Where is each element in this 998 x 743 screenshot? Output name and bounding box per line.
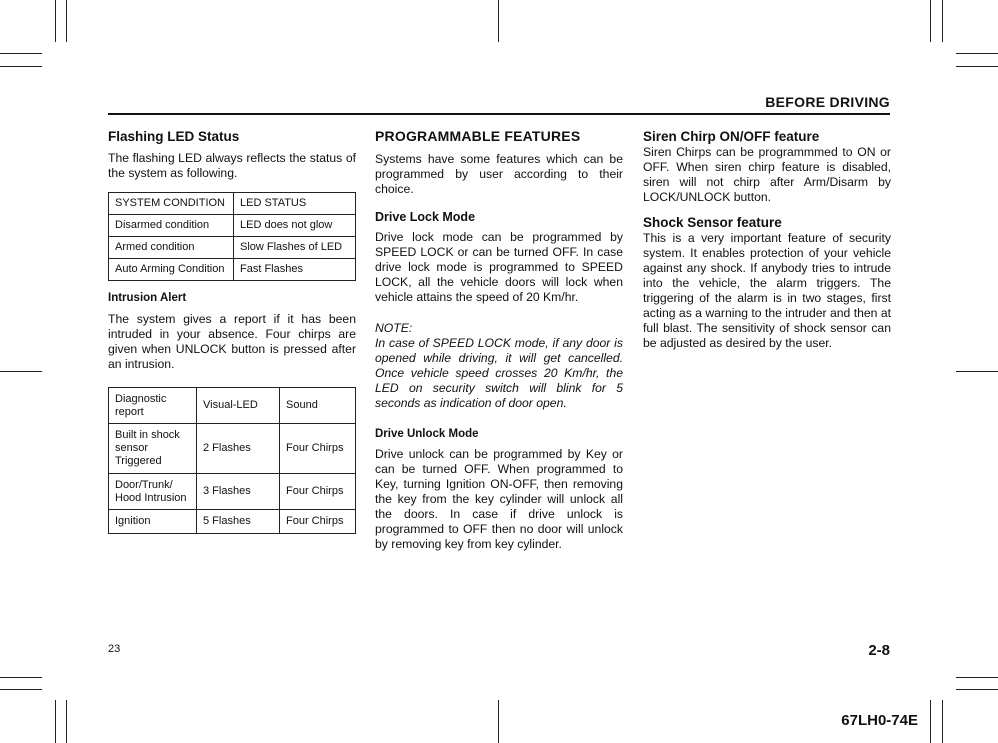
- table-cell: Auto Arming Condition: [109, 259, 234, 281]
- intrusion-alert-heading: Intrusion Alert: [108, 292, 187, 304]
- crop-mark: [66, 0, 67, 42]
- siren-chirp-paragraph: Siren Chirps can be programmmed to ON or OFF. When siren chirp feature is disabled, siren will not chirp after Arm/Disarm by LOCK/UNLOCK button.: [643, 145, 891, 204]
- table-row: [109, 237, 356, 259]
- crop-mark: [55, 700, 56, 743]
- table-row: [109, 215, 356, 237]
- table-cell: Door/Trunk/ Hood Intrusion: [109, 474, 197, 510]
- header-rule: [108, 113, 890, 115]
- crop-mark: [930, 700, 931, 743]
- table-cell: Built in shock sensor Triggered: [109, 424, 197, 474]
- crop-mark: [498, 700, 499, 743]
- led-status-table: [108, 192, 356, 281]
- table-header-cell: SYSTEM CONDITION: [109, 193, 234, 215]
- led-status-heading: Flashing LED Status: [108, 129, 240, 144]
- table-cell: Slow Flashes of LED: [234, 237, 356, 259]
- programmable-features-heading: PROGRAMMABLE FEATURES: [375, 128, 581, 144]
- crop-mark: [956, 66, 998, 67]
- table-header-cell: Visual-LED: [197, 388, 280, 424]
- column-middle: [375, 128, 623, 552]
- table-cell: 3 Flashes: [197, 474, 280, 510]
- table-row: [109, 424, 356, 474]
- crop-mark: [0, 371, 42, 372]
- document-code: 67LH0-74E: [841, 712, 918, 729]
- crop-mark: [956, 371, 998, 372]
- table-cell: Four Chirps: [280, 424, 356, 474]
- table-cell: Ignition: [109, 510, 197, 534]
- table-row: [109, 259, 356, 281]
- crop-mark: [956, 689, 998, 690]
- table-row: [109, 388, 356, 424]
- crop-mark: [0, 53, 42, 54]
- table-header-cell: LED STATUS: [234, 193, 356, 215]
- table-header-cell: Sound: [280, 388, 356, 424]
- table-cell: Four Chirps: [280, 474, 356, 510]
- page-header-title: BEFORE DRIVING: [765, 94, 890, 110]
- table-header-cell: Diagnostic report: [109, 388, 197, 424]
- note-label: NOTE:: [375, 321, 413, 335]
- table-cell: Fast Flashes: [234, 259, 356, 281]
- table-cell: LED does not glow: [234, 215, 356, 237]
- table-row: [109, 510, 356, 534]
- table-cell: 2 Flashes: [197, 424, 280, 474]
- drive-lock-heading: Drive Lock Mode: [375, 210, 476, 224]
- crop-mark: [55, 0, 56, 42]
- crop-mark: [66, 700, 67, 743]
- crop-mark: [0, 689, 42, 690]
- drive-unlock-heading: Drive Unlock Mode: [375, 428, 479, 440]
- programmable-features-intro: Systems have some features which can be programmed by user according to their choice.: [375, 152, 623, 196]
- table-row: [109, 193, 356, 215]
- crop-mark: [942, 700, 943, 743]
- table-cell: 5 Flashes: [197, 510, 280, 534]
- intrusion-alert-paragraph: The system gives a report if it has been intruded in your absence. Four chirps are given when UNLOCK button is pressed after an intrusion.: [108, 312, 356, 371]
- section-number: 2-8: [868, 642, 890, 659]
- crop-mark: [0, 66, 42, 67]
- diagnostic-table: [108, 387, 356, 534]
- crop-mark: [942, 0, 943, 42]
- siren-chirp-heading: Siren Chirp ON/OFF feature: [643, 129, 820, 144]
- page-number: 23: [108, 643, 121, 655]
- crop-mark: [956, 677, 998, 678]
- drive-lock-paragraph: Drive lock mode can be programmed by SPEED LOCK or can be turned OFF. In case drive lock mode is programmed to SPEED LOCK, all the vehicle doors will lock when vehicle attains the speed of 20 Km/hr.: [375, 230, 623, 304]
- crop-mark: [930, 0, 931, 42]
- table-cell: Four Chirps: [280, 510, 356, 534]
- table-cell: Disarmed condition: [109, 215, 234, 237]
- shock-sensor-paragraph: This is a very important feature of security system. It enables protection of your vehicle against any shock. If anybody tries to intrude into the vehicle, the alarm triggers. The triggering of the alarm is in two stages, first acting as a warning to the intruder and then at full blast. The sensitivity of shock sensor can be adjusted as desired by the user.: [643, 231, 891, 350]
- led-status-paragraph: The flashing LED always reflects the status of the system as following.: [108, 151, 356, 180]
- crop-mark: [956, 53, 998, 54]
- drive-unlock-paragraph: Drive unlock can be programmed by Key or can be turned OFF. When programmed to Key, turning Ignition ON-OFF, then removing the key from the key cylinder will unlock all the doors. In case if drive unlock is programmed to OFF then no door will unlock by removing key from key cylinder.: [375, 447, 623, 551]
- shock-sensor-heading: Shock Sensor feature: [643, 215, 782, 230]
- column-right: [643, 128, 891, 351]
- table-row: [109, 474, 356, 510]
- table-cell: Armed condition: [109, 237, 234, 259]
- note-text: In case of SPEED LOCK mode, if any door is opened while driving, it will get cancelled. Once vehicle speed crosses 20 Km/hr, the LED on security switch will blink for 5 seconds as indication of door open.: [375, 336, 623, 410]
- column-left: [108, 128, 356, 534]
- crop-mark: [498, 0, 499, 42]
- crop-mark: [0, 677, 42, 678]
